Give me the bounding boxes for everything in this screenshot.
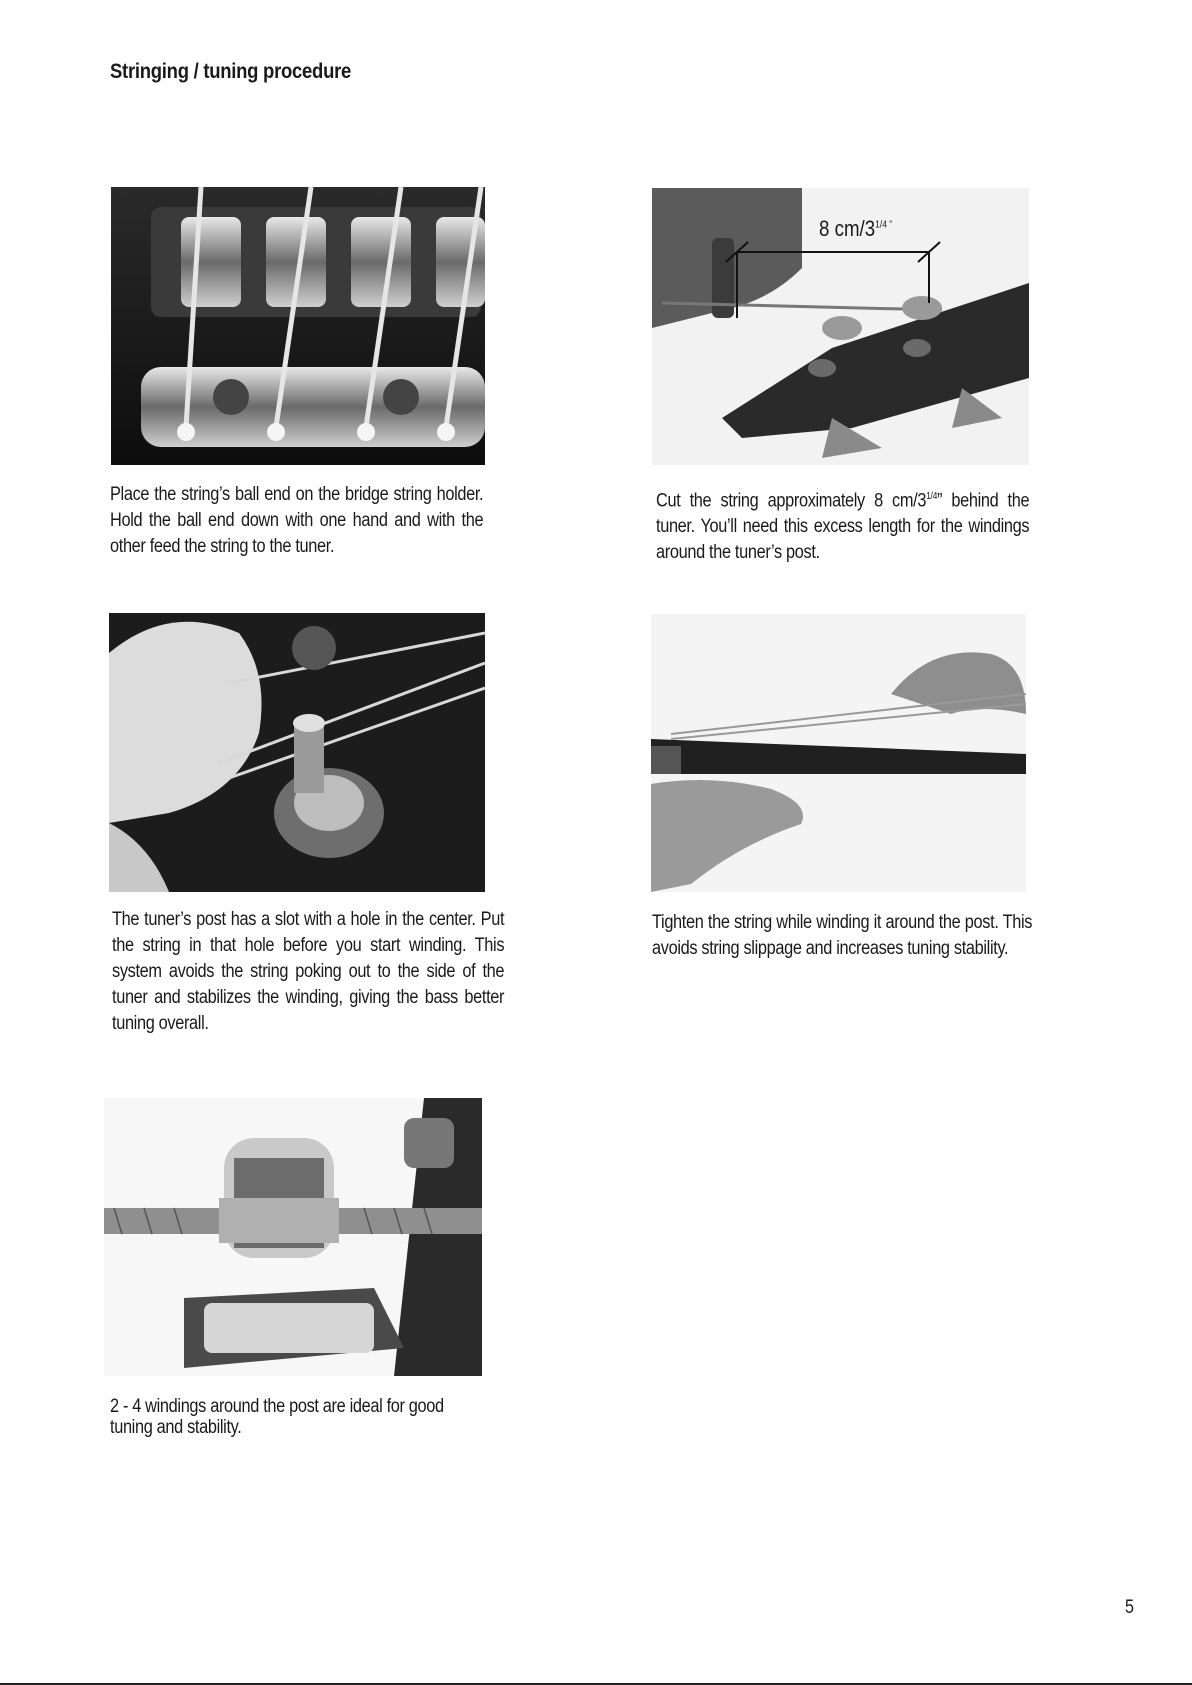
step-5-caption: 2 - 4 windings around the post are ideal for good tuning and stability. bbox=[110, 1396, 444, 1438]
step-4-caption: Tighten the string while winding it around the post. This avoids string slippage and increases tuning stability. bbox=[652, 912, 1033, 959]
post-windings-photo-icon bbox=[104, 1098, 482, 1376]
step-2-caption bbox=[656, 484, 1029, 566]
step-3-caption: The tuner’s post has a slot with a hole in the center. Put the string in that hole before you start winding. This system avoids the string poking out to the side of the tuner and stabilizes the winding, giving the bass better tuning overall. bbox=[112, 909, 505, 1034]
tuner-post-hole-photo-icon bbox=[109, 613, 485, 892]
bridge-ball-end-photo-icon bbox=[111, 187, 485, 465]
page-number: 5 bbox=[1125, 1597, 1134, 1618]
step-2-caption-end: ” behind the tuner. You’ll need this excess length for the windings around the tuner’s post. bbox=[656, 490, 1030, 564]
measurement-label-main: 8 cm/3 bbox=[819, 216, 876, 241]
tighten-string-photo-icon bbox=[651, 614, 1026, 892]
step-1-caption: Place the string’s ball end on the bridge string holder. Hold the ball end down with one hand and with the other feed the string to the tuner. bbox=[110, 484, 484, 557]
measurement-label bbox=[819, 216, 892, 242]
page-title: Stringing / tuning procedure bbox=[110, 60, 352, 83]
measurement-label-sup: 1/4 ” bbox=[875, 219, 893, 231]
step-2-caption-start: Cut the string approximately 8 cm/3 bbox=[656, 490, 927, 512]
step-2-caption-sup: 1/4 bbox=[926, 491, 938, 502]
